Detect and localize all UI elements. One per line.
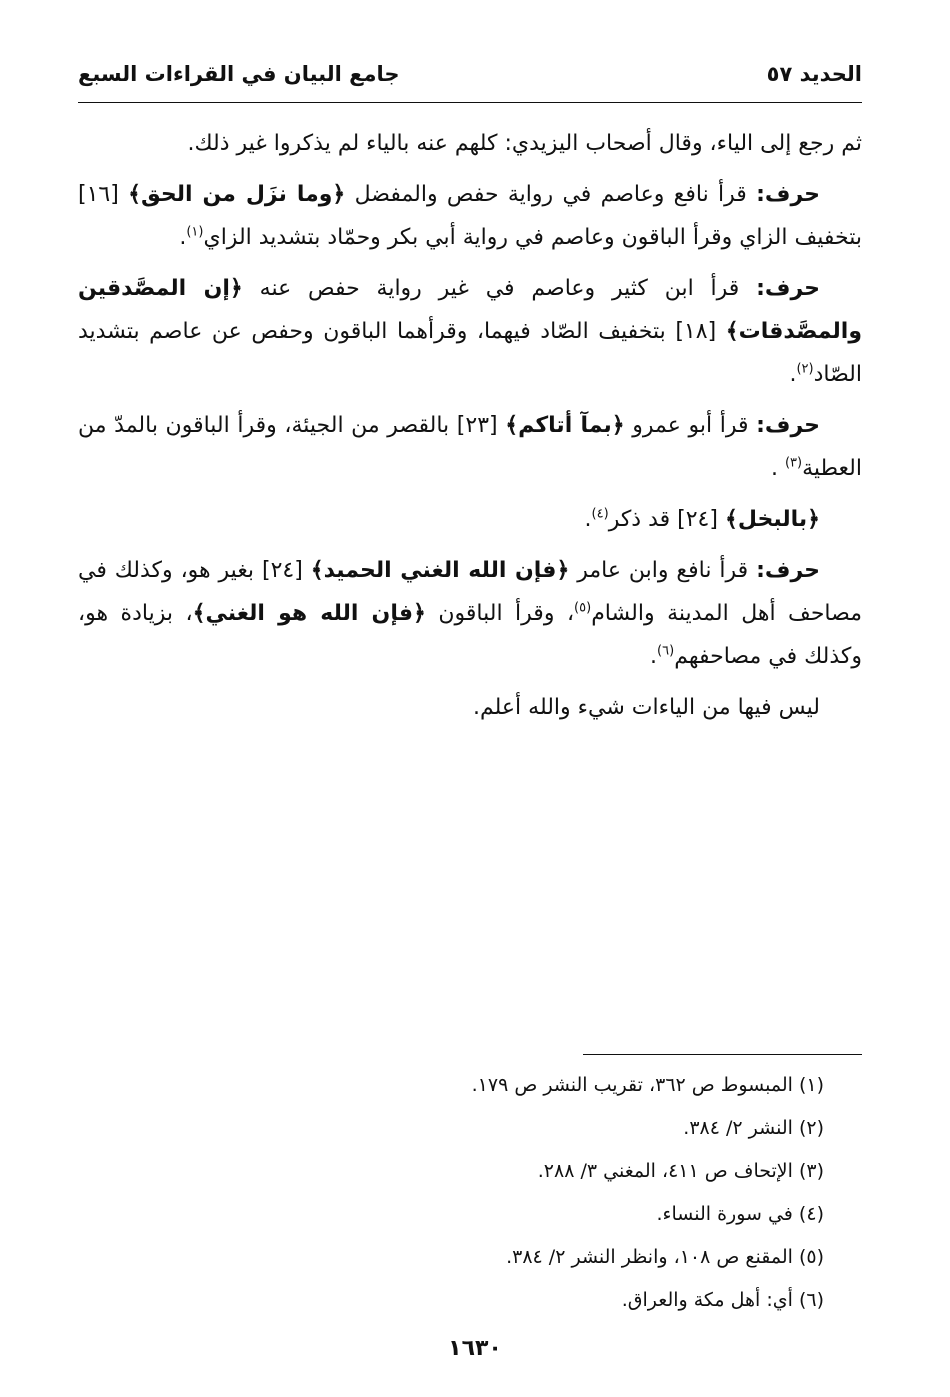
quran-quote: ﴿وما نزَل من الحق﴾ (128, 182, 346, 207)
paragraph (78, 404, 862, 490)
footnote: (٢) النشر ٢/ ٣٨٤. (683, 1117, 824, 1139)
text-run: قرأ أبو عمرو (624, 413, 757, 438)
text-run: [٢٤] قد ذكر (608, 507, 725, 532)
text-run: ، وقرأ الباقون (425, 601, 575, 626)
text-run: . (584, 507, 592, 532)
footnote-ref: (٣) (784, 455, 803, 471)
text-run: [١٨] بتخفيف الصّاد فيهما، وقرأهما الباقون وحفص عن عاصم بتشديد الصّاد (78, 319, 862, 387)
footnote: (١) المبسوط ص ٣٦٢، تقريب النشر ص ١٧٩. (471, 1074, 824, 1096)
text-run: . (179, 225, 187, 250)
header-divider (78, 102, 862, 103)
footnote-ref: (٤) (591, 506, 609, 522)
paragraph (78, 686, 862, 729)
paragraph (78, 122, 862, 165)
harf-label: حرف: (756, 276, 820, 301)
text-run: [١٦] بتخفيف الزاي وقرأ الباقون وعاصم في رواية أبي بكر وحمّاد بتشديد الزاي (78, 182, 862, 250)
text-run: [٢٣] بالقصر من الجيئة، وقرأ الباقون بالمدّ من العطية (78, 413, 862, 481)
footnote: (٤) في سورة النساء. (656, 1203, 824, 1225)
page-number: ١٦٣٠ (448, 1336, 502, 1361)
paragraph (78, 498, 862, 541)
footnote: (٦) أي: أهل مكة والعراق. (621, 1289, 824, 1311)
footnote-ref: (٢) (796, 361, 814, 377)
text-run: ، بزيادة هو، وكذلك في مصاحفهم (78, 601, 862, 669)
harf-label: حرف: (756, 558, 820, 583)
text-run: . (770, 456, 785, 481)
text-run: . (650, 644, 658, 669)
footnote-ref: (٦) (657, 643, 675, 659)
footnote: (٥) المقنع ص ١٠٨، وانظر النشر ٢/ ٣٨٤. (506, 1246, 824, 1268)
main-text (78, 122, 862, 737)
running-header (78, 60, 862, 100)
harf-label: حرف: (756, 182, 820, 207)
paragraph (78, 549, 862, 678)
footnote-ref: (١) (186, 224, 204, 240)
quran-quote: ﴿فإن الله الغني الحميد﴾ (310, 558, 570, 583)
quran-quote: ﴿بالبخل﴾ (724, 507, 820, 532)
footnotes (124, 1072, 824, 1330)
text-run: . (789, 362, 797, 387)
paragraph (78, 267, 862, 396)
text-run: ليس فيها من الياءات شيء والله أعلم. (473, 695, 820, 720)
text-run: قرأ نافع وابن عامر (569, 558, 757, 583)
quran-quote: ﴿فإن الله هو الغني﴾ (192, 601, 426, 626)
harf-label: حرف: (756, 413, 821, 438)
footnote-divider (583, 1054, 862, 1055)
text-run: قرأ ابن كثير وعاصم في غير رواية حفص عنه (242, 276, 757, 301)
header-book-title: جامع البيان في القراءات السبع (78, 62, 400, 86)
quran-quote: ﴿إن المصَّدقين والمصَّدقات﴾ (78, 276, 862, 344)
text-run: قرأ نافع وعاصم في رواية حفص والمفضل (345, 182, 757, 207)
quran-quote: ﴿بمآ أتاكم﴾ (505, 413, 625, 438)
text-run: [٢٤] بغير هو، وكذلك في مصاحف أهل المدينة والشام (78, 558, 862, 626)
footnote-ref: (٥) (574, 600, 592, 616)
text-run: ثم رجع إلى الياء، وقال أصحاب اليزيدي: كلهم عنه بالياء لم يذكروا غير ذلك. (187, 131, 862, 156)
header-surah-verse: الحديد ٥٧ (766, 62, 862, 86)
footnote: (٣) الإتحاف ص ٤١١، المغني ٣/ ٢٨٨. (537, 1160, 824, 1182)
paragraph (78, 173, 862, 259)
